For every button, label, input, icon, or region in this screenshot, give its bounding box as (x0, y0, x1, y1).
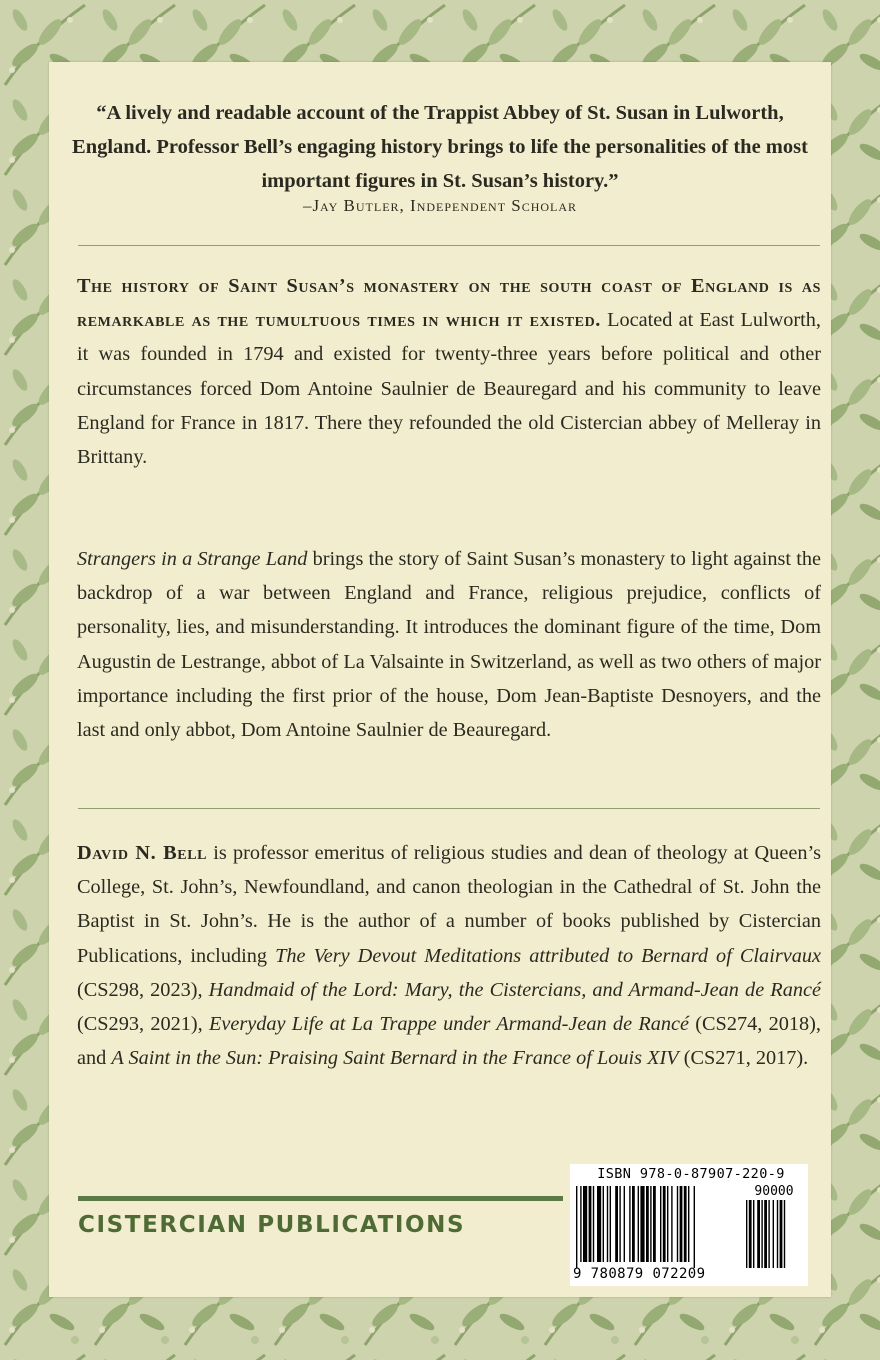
barcode-addon-bar (773, 1200, 774, 1268)
barcode-bar (580, 1186, 581, 1262)
barcode-bar (615, 1186, 618, 1262)
book-ref: (CS271, 2017). (678, 1047, 809, 1070)
description-paragraph-2 (77, 542, 821, 747)
barcode-addon-bar (768, 1200, 769, 1268)
book-title: A Saint in the Sun: Praising Saint Bernard in the France of Louis XIV (111, 1047, 679, 1070)
barcode-bar (694, 1186, 695, 1268)
barcode-addon-bar (764, 1200, 767, 1268)
barcode-bar (624, 1186, 625, 1262)
barcode-bar (607, 1186, 608, 1262)
book-ref: (CS274, 2018), and (77, 1013, 821, 1070)
barcode-bar (576, 1186, 577, 1268)
barcode-addon-bar (749, 1200, 752, 1268)
barcode-bar (646, 1186, 649, 1262)
barcode-addon-bar (777, 1200, 778, 1268)
book-ref: (CS293, 2021), (77, 1013, 209, 1036)
barcode-bar (589, 1186, 592, 1262)
publisher-rule (78, 1196, 563, 1201)
barcode-addon-bar (780, 1200, 783, 1268)
description-paragraph-2-text: brings the story of Saint Susan’s monastery to light against the backdrop of a war between England and France, religious prejudice, conflicts of personality, lies, and misunderstanding. It introduces the dominant figure of the time, Dom Augustin de Lestrange, abbot of La Valsainte in Switzerland, as well as two others of major importance including the first prior of the house, Dom Jean-Baptiste Desnoyers, and the last and only abbot, Dom Antoine Saulnier de Beauregard. (77, 548, 821, 742)
barcode-bar (684, 1186, 687, 1262)
barcode-bar (632, 1186, 635, 1262)
author-bio (77, 836, 821, 1075)
barcode-bar (619, 1186, 620, 1262)
barcode-addon-bar (753, 1200, 754, 1268)
divider-middle (78, 808, 820, 809)
isbn-label: ISBN 978-0-87907-220-9 (597, 1166, 785, 1182)
barcode-bar (671, 1186, 672, 1262)
barcode-addon-bar (757, 1200, 760, 1268)
barcode-addon-digits: 90000 (754, 1184, 794, 1199)
book-ref: (CS298, 2023), (77, 978, 209, 1001)
barcode-bar (650, 1186, 651, 1262)
barcode-addon-bar (761, 1200, 762, 1268)
barcode-bar (688, 1186, 689, 1262)
endorsement-quote: “A lively and readable account of the Trappist Abbey of St. Susan in Lulworth, England. Professor Bell’s engaging history brings to life the personalities of the most important figures in St. Susan’s history.” (72, 102, 808, 192)
barcode-bar (593, 1186, 594, 1262)
barcode-bar (629, 1186, 630, 1262)
book-title: Handmaid of the Lord: Mary, the Cistercians, and Armand-Jean de Rancé (208, 978, 821, 1001)
barcode-bar (603, 1186, 604, 1262)
description-paragraph-1 (77, 269, 821, 474)
divider-top (78, 245, 820, 246)
description-lead: The history of Saint Susan’s monastery on the south coast of England is as remarkable as the tumultuous times in which it existed. (77, 275, 821, 332)
barcode-bar (583, 1186, 587, 1262)
barcode-bar (610, 1186, 611, 1262)
barcode-bar (640, 1186, 644, 1262)
barcode-addon-bar (784, 1200, 785, 1268)
quote-attribution: –Jay Butler, Independent Scholar (302, 196, 578, 215)
publisher-name: CISTERCIAN PUBLICATIONS (78, 1212, 466, 1238)
description-paragraph-1-text: Located at East Lulworth, it was founded in 1794 and existed for twenty-three years before political and other circumstances forced Dom Antoine Saulnier de Beauregard and his community to leave England for France in 1817. There they refounded the old Cistercian abbey of Melleray in Brittany. (77, 309, 822, 469)
barcode-bar (680, 1186, 683, 1262)
barcode-bar (653, 1186, 656, 1262)
book-title: Everyday Life at La Trappe under Armand-Jean de Rancé (208, 1013, 690, 1036)
author-bio-intro: is professor emeritus of religious studies and dean of theology at Queen’s College, St. John’s, Newfoundland, and canon theologian in the Cathedral of St. John the Baptist in St. John’s. He is the author of a number of books published by Cistercian Publications, including (77, 842, 821, 967)
barcode-bar (663, 1186, 666, 1262)
book-title: Strangers in a Strange Land (77, 548, 308, 570)
barcode-bar (638, 1186, 639, 1262)
barcode-bar (597, 1186, 601, 1262)
barcode-bar (660, 1186, 661, 1262)
barcode-bar (667, 1186, 668, 1262)
barcode-addon-bar (746, 1200, 747, 1268)
barcode-bar (677, 1186, 678, 1262)
book-title: The Very Devout Meditations attributed to Bernard of Clairvaux (275, 944, 822, 967)
author-name: David N. Bell (77, 842, 208, 864)
barcode-digits: 9 780879 072209 (573, 1266, 706, 1282)
